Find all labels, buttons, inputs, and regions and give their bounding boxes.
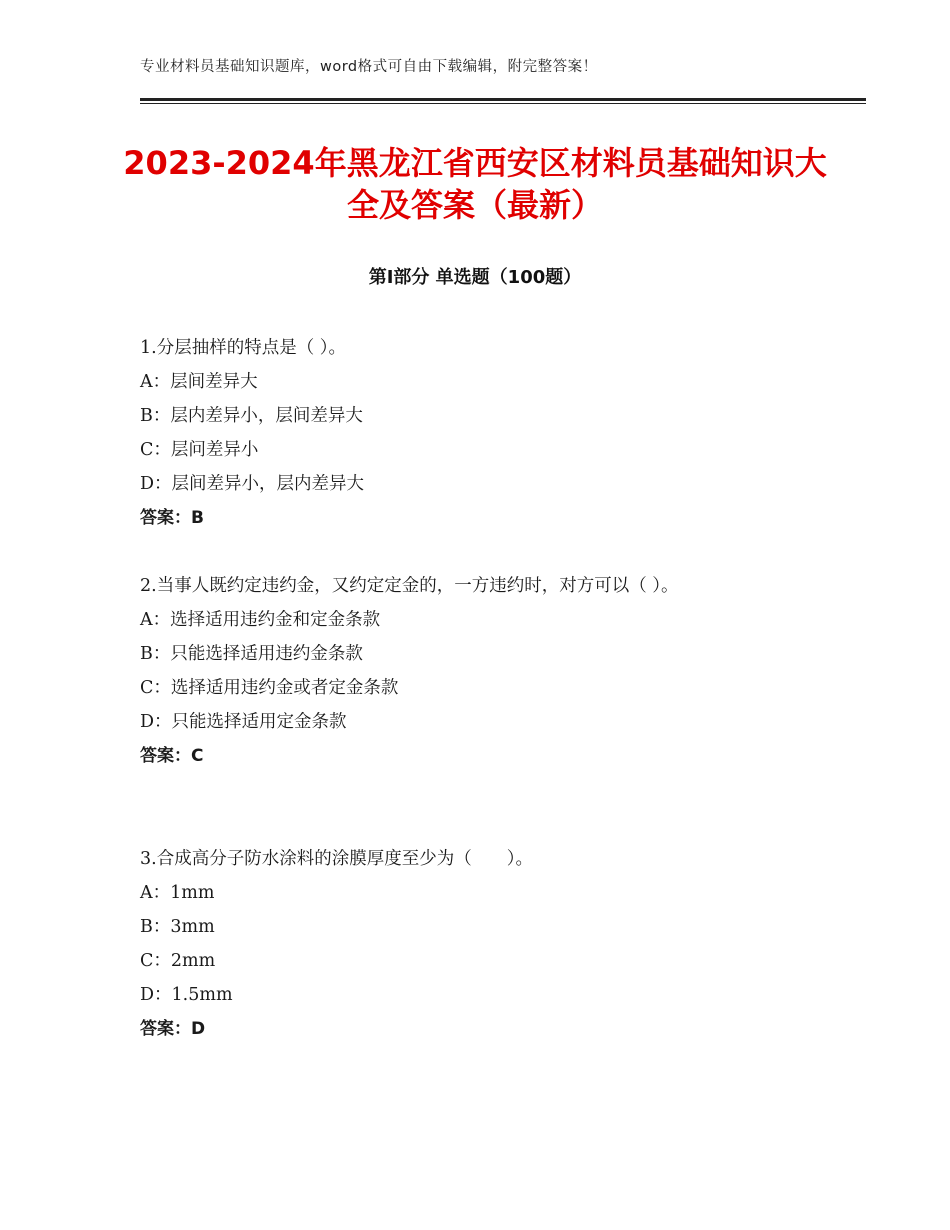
answer-label: 答案：B bbox=[140, 508, 204, 528]
option-d: D：1.5mm bbox=[140, 985, 233, 1005]
option-d: D：层间差异小，层内差异大 bbox=[140, 474, 365, 494]
question-3 bbox=[140, 842, 780, 1046]
document-title: 2023-2024年黑龙江省西安区材料员基础知识大全及答案（最新） bbox=[123, 144, 827, 224]
option-d: D：只能选择适用定金条款 bbox=[140, 712, 347, 732]
question-2 bbox=[140, 569, 760, 773]
question-stem: 1.分层抽样的特点是（ ）。 bbox=[140, 338, 347, 358]
option-c: C：层问差异小 bbox=[140, 440, 259, 460]
page-header: 专业材料员基础知识题库，word格式可自由下载编辑，附完整答案！ bbox=[140, 59, 598, 75]
part-heading: 第Ⅰ部分 单选题（100题） bbox=[368, 267, 582, 288]
question-stem: 2.当事人既约定违约金，又约定定金的，一方违约时，对方可以（ ）。 bbox=[140, 576, 679, 596]
answer-label: 答案：D bbox=[140, 1019, 206, 1039]
option-a: A：1mm bbox=[140, 883, 215, 903]
option-b: B：层内差异小，层间差异大 bbox=[140, 406, 363, 426]
option-b: B：3mm bbox=[140, 917, 215, 937]
option-c: C：选择适用违约金或者定金条款 bbox=[140, 678, 399, 698]
question-stem: 3.合成高分子防水涂料的涂膜厚度至少为（ ）。 bbox=[140, 849, 533, 869]
option-b: B：只能选择适用违约金条款 bbox=[140, 644, 363, 664]
option-a: A：层间差异大 bbox=[140, 372, 258, 392]
option-a: A：选择适用违约金和定金条款 bbox=[140, 610, 381, 630]
option-c: C：2mm bbox=[140, 951, 216, 971]
header-divider-thick bbox=[140, 98, 866, 101]
answer-label: 答案：C bbox=[140, 746, 204, 766]
header-divider-thin bbox=[140, 103, 866, 104]
question-1 bbox=[140, 331, 780, 535]
